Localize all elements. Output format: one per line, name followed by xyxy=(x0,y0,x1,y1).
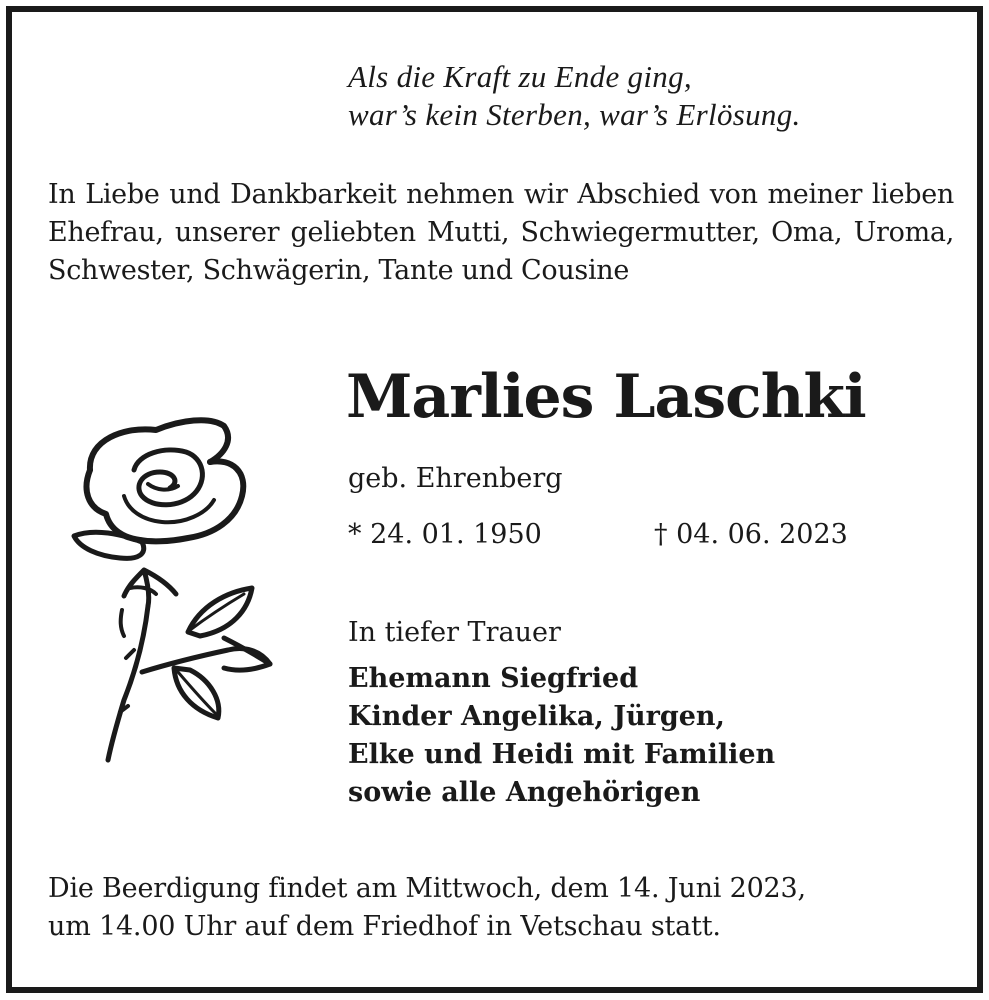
mourner-line: Kinder Angelika, Jürgen, xyxy=(348,701,725,732)
maiden-name: geb. Ehrenberg xyxy=(348,463,563,494)
mourning-heading: In tiefer Trauer xyxy=(348,617,561,648)
obituary-notice xyxy=(6,6,983,993)
mourner-line: sowie alle Angehörigen xyxy=(348,777,701,808)
deceased-name: Marlies Laschki xyxy=(346,362,866,432)
birth-date: * 24. 01. 1950 xyxy=(348,519,542,550)
mourner-line: Elke und Heidi mit Familien xyxy=(348,739,776,770)
death-date: † 04. 06. 2023 xyxy=(654,519,848,550)
mourners-list xyxy=(348,660,775,812)
rose-icon xyxy=(64,410,274,770)
verse-line-2: war’s kein Sterben, war’s Erlösung. xyxy=(348,97,801,132)
memorial-verse xyxy=(348,58,801,134)
verse-line-1: Als die Kraft zu Ende ging, xyxy=(348,59,692,94)
funeral-line-1: Die Beerdigung findet am Mittwoch, dem 14. Juni 2023, xyxy=(48,873,806,904)
farewell-paragraph: In Liebe und Dankbarkeit nehmen wir Abschied von meiner lieben Ehefrau, unserer geliebten Mutti, Schwiegermutter, Oma, Uroma, Schwester, Schwägerin, Tante und Cousine xyxy=(48,179,954,286)
mourner-line: Ehemann Siegfried xyxy=(348,663,639,694)
funeral-line-2: um 14.00 Uhr auf dem Friedhof in Vetschau statt. xyxy=(48,911,721,942)
funeral-info xyxy=(48,870,806,946)
